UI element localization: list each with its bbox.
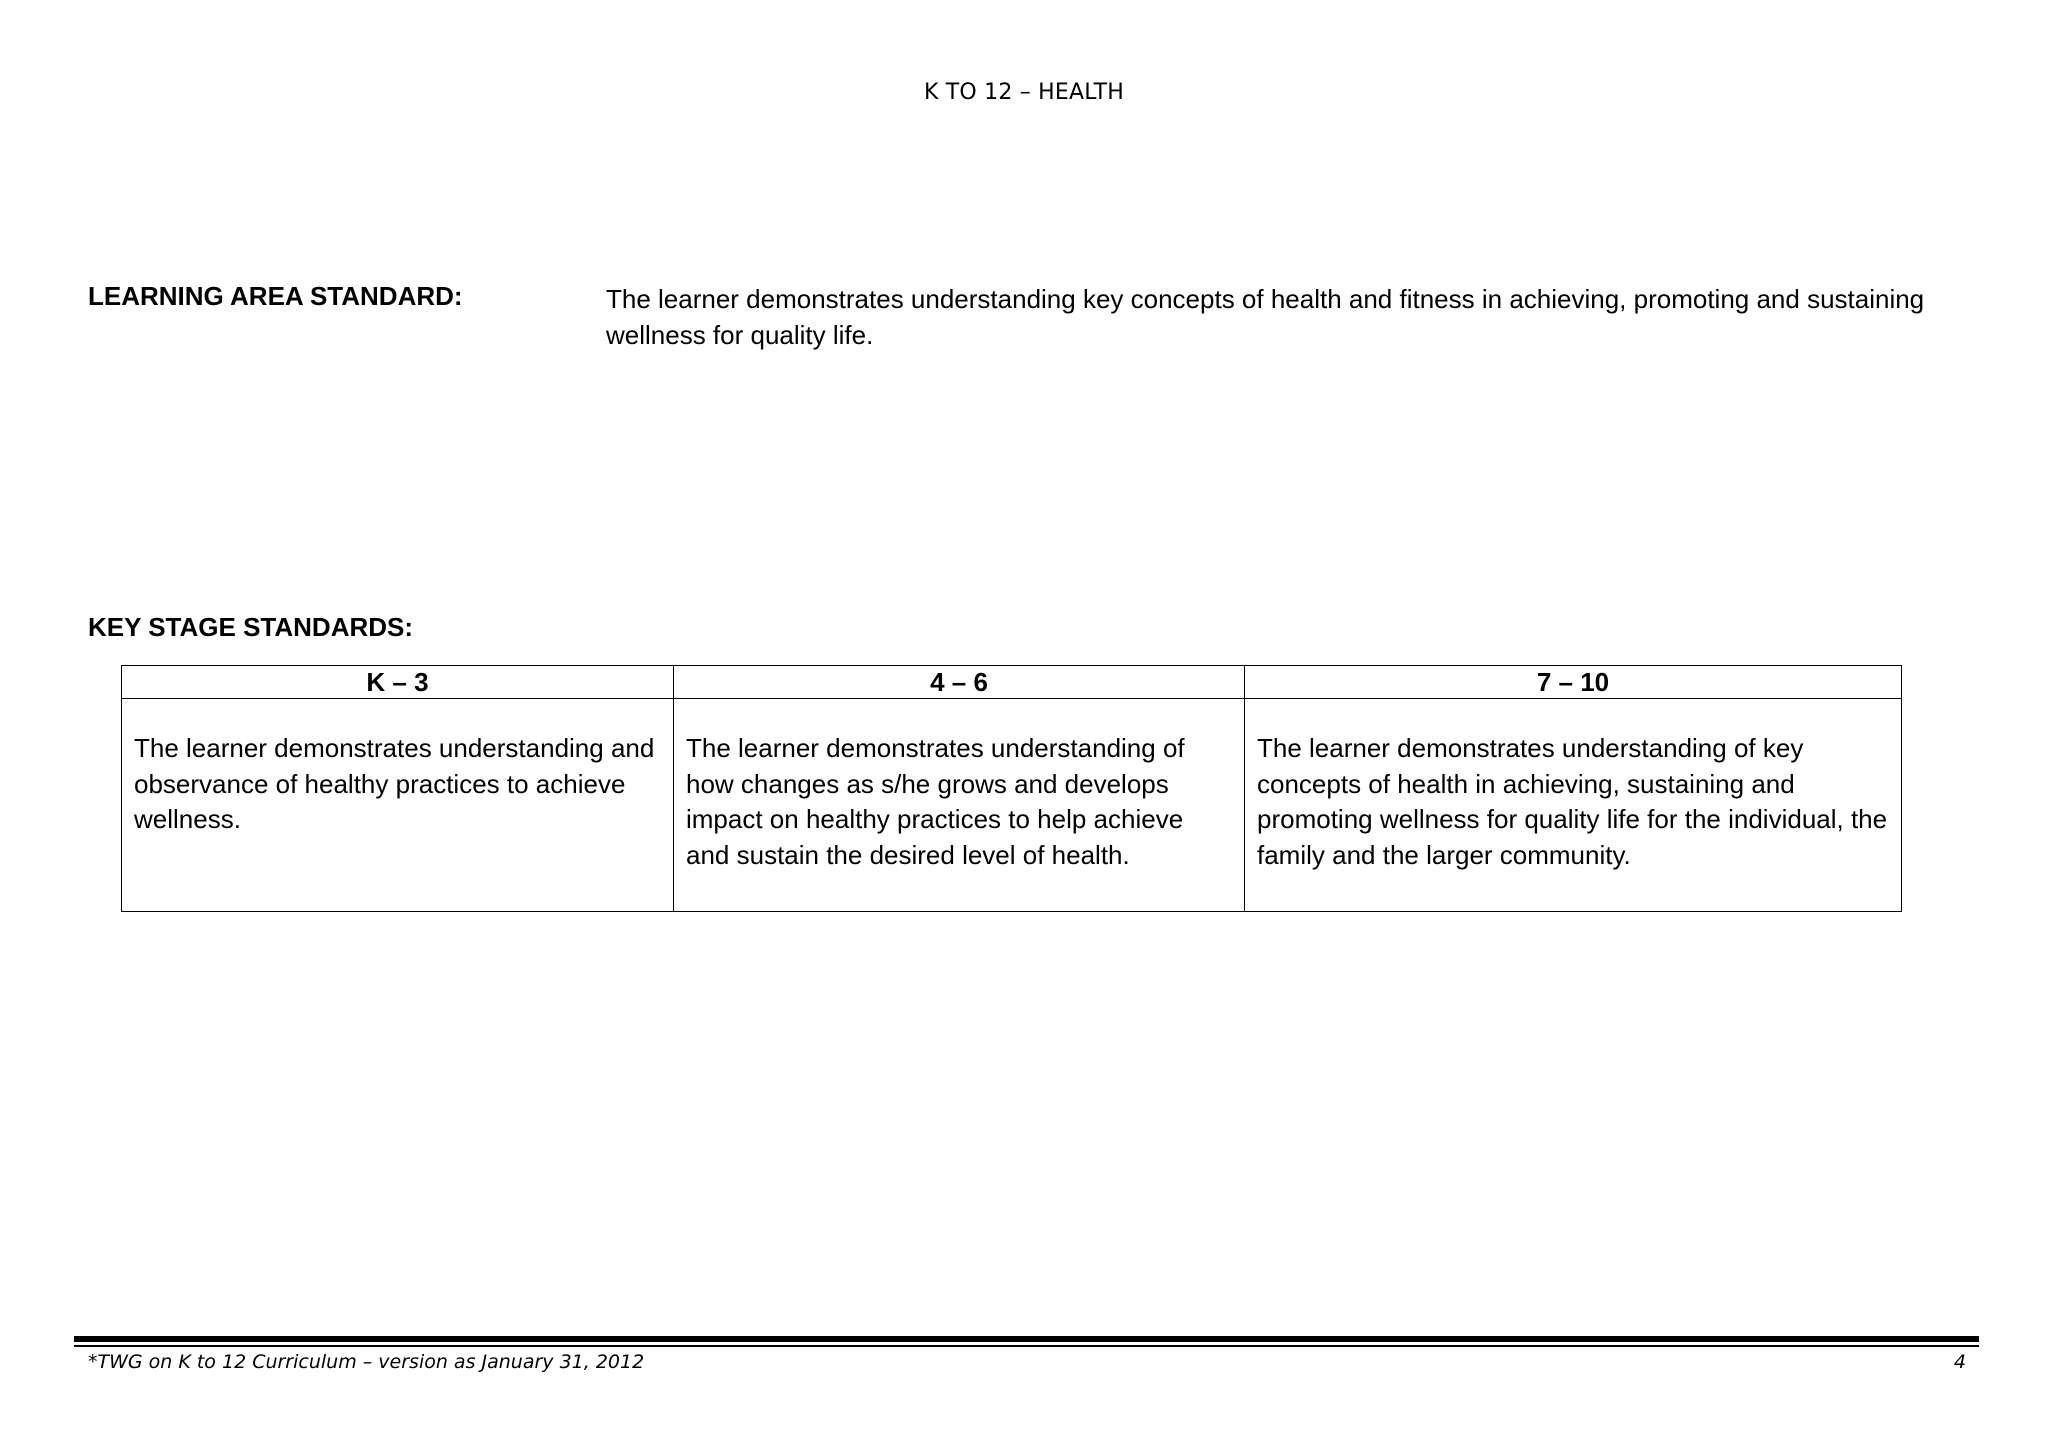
table-header-row [122, 666, 1902, 699]
learning-area-standard-label: LEARNING AREA STANDARD: [88, 281, 463, 311]
footer-divider [74, 1336, 1979, 1347]
table-row [122, 699, 1902, 912]
learning-area-standard-text: The learner demonstrates understanding key concepts of health and fitness in achieving, promoting and sustaining wellness for quality life. [606, 284, 1925, 350]
standard-cell-k-3: The learner demonstrates understanding and observance of healthy practices to achieve wellness. [122, 699, 674, 912]
key-stage-standards-table [121, 665, 1902, 912]
footer-divider-thick-line [74, 1336, 1979, 1342]
column-header-k-3: K – 3 [122, 666, 674, 699]
page-number: 4 [1953, 1351, 1966, 1373]
page-header-title: K TO 12 – HEALTH [923, 80, 1125, 105]
standard-cell-7-10: The learner demonstrates understanding of key concepts of health in achieving, sustaining and promoting wellness for quality life for the individual, the family and the larger community. [1245, 699, 1902, 912]
column-header-4-6: 4 – 6 [674, 666, 1245, 699]
footer-divider-thin-line [74, 1345, 1979, 1347]
column-header-7-10: 7 – 10 [1245, 666, 1902, 699]
key-stage-standards-label: KEY STAGE STANDARDS: [88, 612, 414, 642]
footer-note: *TWG on K to 12 Curriculum – version as January 31, 2012 [88, 1351, 645, 1373]
standard-cell-4-6: The learner demonstrates understanding of how changes as s/he grows and develops impact on healthy practices to help achieve and sustain the desired level of health. [674, 699, 1245, 912]
